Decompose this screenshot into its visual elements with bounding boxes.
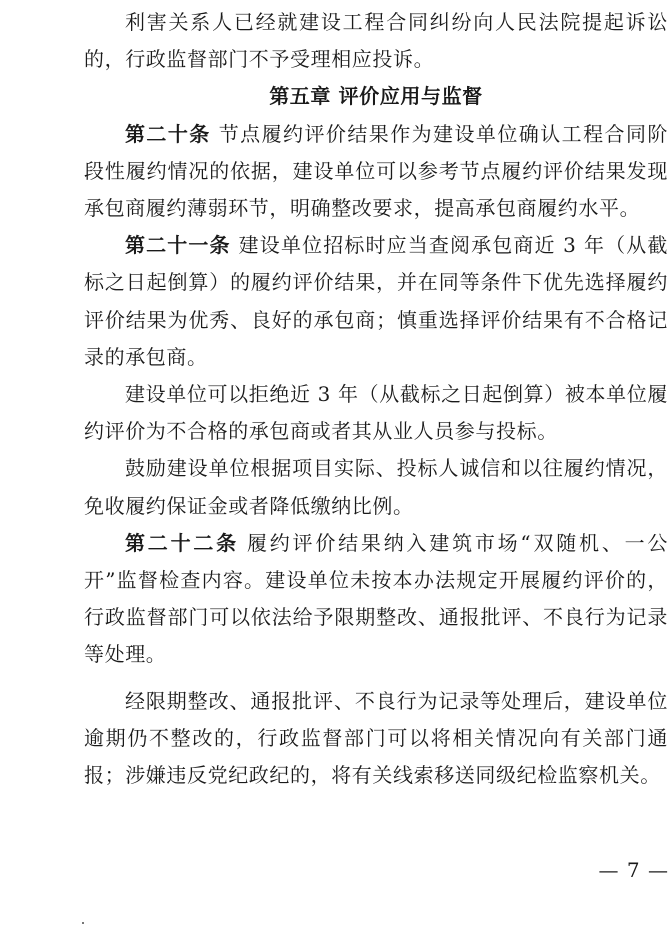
article-21-number: 第二十一条 xyxy=(125,233,231,258)
article-22-number: 第二十二条 xyxy=(125,530,239,555)
article-21-paragraph xyxy=(84,227,668,376)
continuation-paragraph: 利害关系人已经就建设工程合同纠纷向人民法院提起诉讼的，行政监督部门不予受理相应投诉。 xyxy=(84,10,668,72)
article-21-paragraph-2: 建设单位可以拒绝近 3 年（从截标之日起倒算）被本单位履约评价为不合格的承包商或者其从业人员参与投标。 xyxy=(84,382,668,444)
article-22-text: 履约评价结果纳入建筑市场“双随机、一公开”监督检查内容。建设单位未按本办法规定开展履约评价的，行政监督部门可以依法给予限期整改、通报批评、不良行为记录等处理。 xyxy=(84,530,669,667)
article-20-text: 节点履约评价结果作为建设单位确认工程合同阶段性履约情况的依据，建设单位可以参考节点履约评价结果发现承包商履约薄弱环节，明确整改要求，提高承包商履约水平。 xyxy=(84,121,668,221)
page-number: — 7 — xyxy=(598,858,669,882)
article-21-text: 建设单位招标时应当查阅承包商近 3 年（从截标之日起倒算）的履约评价结果，并在同等条件下优先选择履约评价结果为优秀、良好的承包商；慎重选择评价结果有不合格记录的承包商。 xyxy=(84,233,668,369)
scan-speck xyxy=(82,922,84,924)
paragraph-gap xyxy=(84,674,668,683)
article-22-paragraph xyxy=(84,525,668,674)
chapter-title: 第五章 评价应用与监督 xyxy=(269,84,483,109)
article-22-paragraph-2: 经限期整改、通报批评、不良行为记录等处理后，建设单位逾期仍不整改的，行政监督部门可以将相关情况向有关部门通报；涉嫌违反党纪政纪的，将有关线索移送同级纪检监察机关。 xyxy=(84,688,668,788)
article-20-paragraph xyxy=(84,116,668,228)
article-20-number: 第二十条 xyxy=(125,121,211,146)
document-page xyxy=(84,4,668,794)
article-21-paragraph-3: 鼓励建设单位根据项目实际、投标人诚信和以往履约情况，免收履约保证金或者降低缴纳比例。 xyxy=(84,456,668,518)
